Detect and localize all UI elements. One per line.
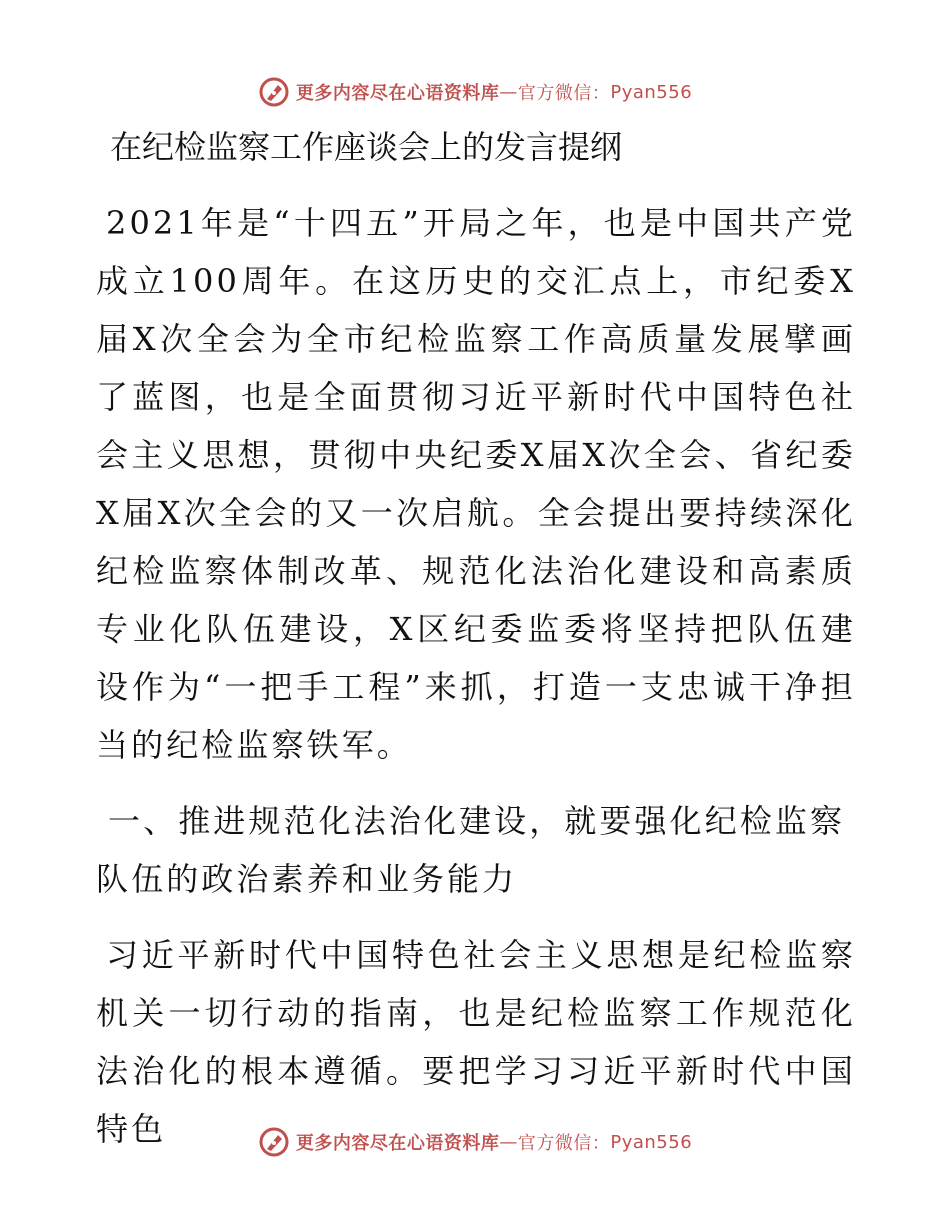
watermark-text: 更多内容尽在心语资料库 (295, 1133, 500, 1154)
watermark-footer (0, 1122, 950, 1162)
watermark-wechat-id: Pyan556 (610, 81, 693, 103)
watermark-separator: — (499, 1131, 518, 1153)
pen-nib-logo-icon (258, 1126, 290, 1158)
document-body (96, 118, 856, 1176)
pen-nib-logo-icon (258, 76, 290, 108)
section-1-paragraph: 习近平新时代中国特色社会主义思想是纪检监察机关一切行动的指南，也是纪检监察工作规范化法治化的根本遵循。要把学习习近平新时代中国特色 (96, 936, 856, 1148)
watermark-wechat-label: 官方微信： (517, 83, 611, 104)
watermark-text: 更多内容尽在心语资料库 (295, 83, 500, 104)
watermark-wechat-id: Pyan556 (610, 1131, 693, 1153)
watermark-wechat-label: 官方微信： (517, 1133, 611, 1154)
watermark-separator: — (499, 81, 518, 103)
section-1-heading: 一、推进规范化法治化建设，就要强化纪检监察队伍的政治素养和业务能力 (96, 802, 846, 898)
watermark-header (0, 72, 950, 112)
document-title: 在纪检监察工作座谈会上的发言提纲 (110, 128, 623, 166)
intro-paragraph: 2021年是“十四五”开局之年，也是中国共产党成立100周年。在这历史的交汇点上，市纪委X届X次全会为全市纪检监察工作高质量发展擘画了蓝图，也是全面贯彻习近平新时代中国特色社会主义思想，贯彻中央纪委X届X次全会、省纪委X届X次全会的又一次启航。全会提出要持续深化纪检监察体制改革、规范化法治化建设和高素质专业化队伍建设，X区纪委监委将坚持把队伍建设作为“一把手工程”来抓，打造一支忠诚干净担当的纪检监察铁军。 (96, 204, 856, 764)
